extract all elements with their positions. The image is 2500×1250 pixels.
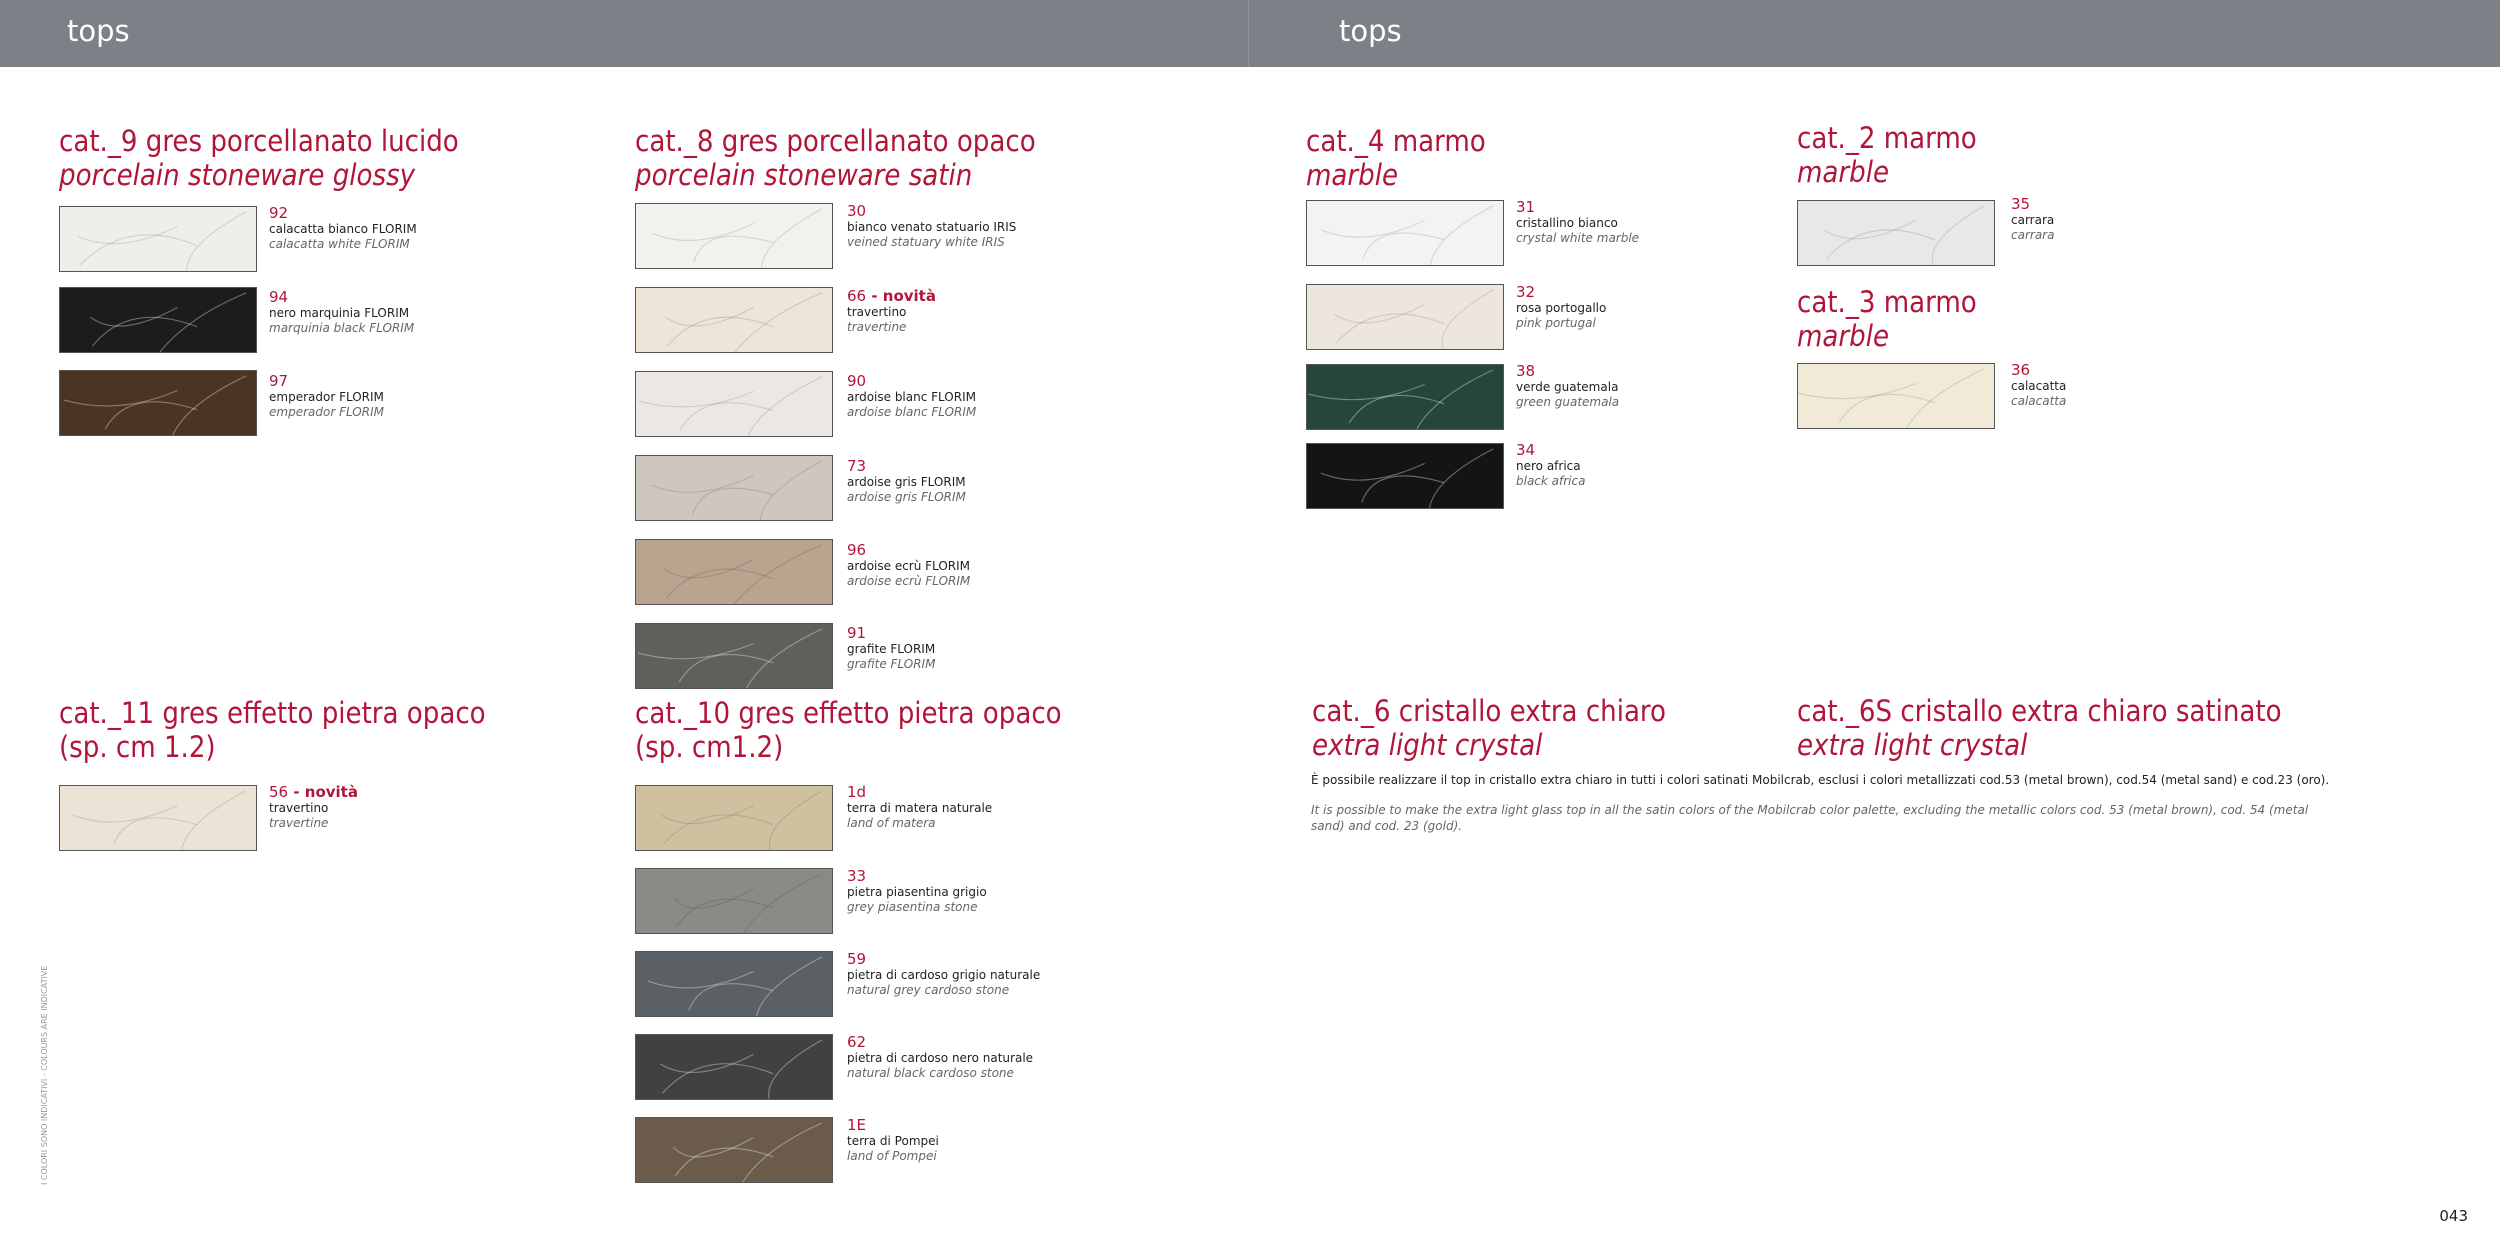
section-cat9 (59, 124, 459, 192)
swatch-name-english: travertine (269, 816, 329, 830)
section-subtitle: marble (1797, 155, 1889, 189)
section-thickness: (sp. cm1.2) (635, 730, 784, 764)
section-title: cat._10 gres effetto pietra opaco (635, 696, 1062, 730)
swatch-name-english: natural grey cardoso stone (847, 983, 1010, 997)
swatch-97 (59, 370, 257, 436)
swatch-94 (59, 287, 257, 353)
swatch-30 (635, 203, 833, 269)
swatch-name-english: ardoise gris FLORIM (847, 490, 966, 504)
section-subtitle: porcelain stoneware satin (635, 158, 973, 192)
swatch-73 (635, 455, 833, 521)
swatch-code-number: 59 (847, 950, 867, 968)
swatch-code (269, 373, 384, 390)
swatch-name-italian: rosa portogallo (1516, 301, 1607, 315)
swatch-name-english: carrara (2011, 228, 2055, 242)
swatch-name-english: travertine (847, 320, 907, 334)
swatch-label-97 (269, 373, 384, 420)
swatch-code (1516, 363, 1619, 380)
swatch-code-number: 66 (847, 287, 867, 305)
vertical-disclaimer: I COLORI SONO INDICATIVI - COLOURS ARE INDICATIVE (40, 965, 49, 1185)
swatch-name-italian: carrara (2011, 213, 2055, 227)
swatch-name-english: veined statuary white IRIS (847, 235, 1005, 249)
swatch-label-36 (2011, 362, 2066, 409)
swatch-name-italian: travertino (847, 305, 907, 319)
swatch-label-62 (847, 1034, 1033, 1081)
page-number: 043 (2439, 1207, 2468, 1225)
swatch-name-italian: ardoise gris FLORIM (847, 475, 966, 489)
swatch-name-italian: calacatta (2011, 379, 2067, 393)
swatch-name-english: marquinia black FLORIM (269, 321, 415, 335)
page-header (0, 0, 2500, 67)
section-title: cat._11 gres effetto pietra opaco (59, 696, 486, 730)
section-subtitle: marble (1306, 158, 1398, 192)
swatch-36 (1797, 363, 1995, 429)
swatch-name-english: calacatta (2011, 394, 2067, 408)
section-cat10 (635, 696, 1062, 764)
swatch-label-30 (847, 203, 1016, 250)
swatch-35 (1797, 200, 1995, 266)
swatch-label-59 (847, 951, 1040, 998)
section-cat6 (1312, 694, 1666, 762)
swatch-name-italian: nero africa (1516, 459, 1581, 473)
swatch-code-number: 97 (269, 372, 289, 390)
swatch-code-number: 62 (847, 1033, 867, 1051)
swatch-name-english: natural black cardoso stone (847, 1066, 1014, 1080)
swatch-code (1516, 199, 1639, 216)
swatch-label-91 (847, 625, 935, 672)
swatch-32 (1306, 284, 1504, 350)
swatch-code-number: 36 (2011, 361, 2031, 379)
swatch-label-31 (1516, 199, 1639, 246)
swatch-code-number: 32 (1516, 283, 1536, 301)
swatch-92 (59, 206, 257, 272)
swatch-name-english: land of Pompei (847, 1149, 937, 1163)
swatch-34 (1306, 443, 1504, 509)
swatch-texture (60, 371, 256, 435)
swatch-texture (1798, 201, 1994, 265)
swatch-1d (635, 785, 833, 851)
swatch-code (847, 542, 970, 559)
swatch-name-english: calacatta white FLORIM (269, 237, 410, 251)
left-page-title: tops (67, 14, 130, 48)
swatch-code (847, 1117, 939, 1134)
swatch-code (2011, 196, 2054, 213)
swatch-code-number: 73 (847, 457, 867, 475)
swatch-texture (636, 869, 832, 933)
swatch-label-1d (847, 784, 992, 831)
swatch-texture (60, 207, 256, 271)
section-cat4 (1306, 124, 1486, 192)
swatch-code-number: 56 (269, 783, 289, 801)
swatch-label-90 (847, 373, 976, 420)
swatch-texture (1307, 444, 1503, 508)
swatch-label-66 (847, 288, 936, 335)
swatch-90 (635, 371, 833, 437)
section-title: cat._2 marmo (1797, 121, 1977, 155)
swatch-name-italian: ardoise ecrù FLORIM (847, 559, 970, 573)
swatch-code (847, 951, 1040, 968)
swatch-name-italian: pietra di cardoso grigio naturale (847, 968, 1041, 982)
new-badge: - novità (288, 783, 358, 801)
swatch-name-english: black africa (1516, 474, 1586, 488)
swatch-label-94 (269, 289, 414, 336)
swatch-33 (635, 868, 833, 934)
swatch-name-italian: terra di matera naturale (847, 801, 993, 815)
swatch-name-italian: nero marquinia FLORIM (269, 306, 410, 320)
swatch-texture (636, 540, 832, 604)
section-title: cat._3 marmo (1797, 285, 1977, 319)
swatch-name-italian: cristallino bianco (1516, 216, 1618, 230)
swatch-code (1516, 284, 1606, 301)
swatch-31 (1306, 200, 1504, 266)
swatch-texture (636, 204, 832, 268)
swatch-label-38 (1516, 363, 1619, 410)
swatch-66 (635, 287, 833, 353)
swatch-texture (1798, 364, 1994, 428)
crystal-note-english: It is possible to make the extra light glass top in all the satin colors of the Mobilcrab color palette, excluding the metallic colors cod. 53 (metal brown), cod. 54 (metal sand) and cod. 23 (gold). (1311, 803, 2309, 833)
swatch-name-english: green guatemala (1516, 395, 1620, 409)
swatch-code (847, 288, 936, 305)
swatch-code (847, 203, 1016, 220)
swatch-code-number: 33 (847, 867, 867, 885)
swatch-code (847, 784, 992, 801)
swatch-texture (636, 1118, 832, 1182)
swatch-name-english: ardoise blanc FLORIM (847, 405, 977, 419)
swatch-code-number: 35 (2011, 195, 2031, 213)
section-cat8 (635, 124, 1036, 192)
swatch-label-1e (847, 1117, 939, 1164)
swatch-label-96 (847, 542, 970, 589)
section-subtitle: marble (1797, 319, 1889, 353)
swatch-name-italian: bianco venato statuario IRIS (847, 220, 1017, 234)
swatch-name-italian: grafite FLORIM (847, 642, 936, 656)
section-title: cat._8 gres porcellanato opaco (635, 124, 1036, 158)
section-subtitle: extra light crystal (1797, 728, 2028, 762)
swatch-code (847, 1034, 1033, 1051)
swatch-code (2011, 362, 2066, 379)
swatch-name-italian: ardoise blanc FLORIM (847, 390, 976, 404)
swatch-code-number: 30 (847, 202, 867, 220)
section-title: cat._4 marmo (1306, 124, 1486, 158)
swatch-texture (636, 372, 832, 436)
swatch-texture (636, 786, 832, 850)
swatch-1e (635, 1117, 833, 1183)
swatch-name-italian: pietra piasentina grigio (847, 885, 987, 899)
swatch-91 (635, 623, 833, 689)
swatch-code (847, 868, 987, 885)
swatch-name-english: crystal white marble (1516, 231, 1640, 245)
swatch-name-italian: terra di Pompei (847, 1134, 939, 1148)
swatch-code-number: 1d (847, 783, 867, 801)
swatch-texture (1307, 365, 1503, 429)
swatch-label-35 (2011, 196, 2054, 243)
swatch-texture (636, 1035, 832, 1099)
swatch-code-number: 91 (847, 624, 867, 642)
header-divider (1248, 0, 1249, 67)
section-cat6s (1797, 694, 2282, 762)
swatch-texture (60, 288, 256, 352)
swatch-59 (635, 951, 833, 1017)
section-cat11 (59, 696, 486, 764)
swatch-texture (636, 456, 832, 520)
swatch-name-english: land of matera (847, 816, 936, 830)
swatch-texture (636, 624, 832, 688)
swatch-texture (1307, 285, 1503, 349)
swatch-label-56 (269, 784, 358, 831)
swatch-name-italian: calacatta bianco FLORIM (269, 222, 417, 236)
swatch-name-italian: travertino (269, 801, 329, 815)
swatch-name-italian: emperador FLORIM (269, 390, 384, 404)
right-page-title: tops (1339, 14, 1402, 48)
section-subtitle: extra light crystal (1312, 728, 1543, 762)
swatch-texture (636, 288, 832, 352)
swatch-name-italian: verde guatemala (1516, 380, 1619, 394)
swatch-38 (1306, 364, 1504, 430)
swatch-code (269, 289, 414, 306)
swatch-name-italian: pietra di cardoso nero naturale (847, 1051, 1034, 1065)
swatch-code-number: 1E (847, 1116, 867, 1134)
swatch-texture (636, 952, 832, 1016)
swatch-code (847, 373, 976, 390)
swatch-code-number: 92 (269, 204, 289, 222)
swatch-name-english: grey piasentina stone (847, 900, 978, 914)
section-thickness: (sp. cm 1.2) (59, 730, 216, 764)
swatch-62 (635, 1034, 833, 1100)
swatch-code (1516, 442, 1585, 459)
section-subtitle: porcelain stoneware glossy (59, 158, 416, 192)
swatch-name-english: ardoise ecrù FLORIM (847, 574, 971, 588)
swatch-name-english: emperador FLORIM (269, 405, 384, 419)
swatch-code (269, 205, 417, 222)
section-title: cat._6S cristallo extra chiaro satinato (1797, 694, 2282, 728)
swatch-code-number: 34 (1516, 441, 1536, 459)
swatch-code-number: 94 (269, 288, 289, 306)
swatch-texture (60, 786, 256, 850)
swatch-name-english: grafite FLORIM (847, 657, 936, 671)
swatch-code (269, 784, 358, 801)
swatch-texture (1307, 201, 1503, 265)
section-title: cat._6 cristallo extra chiaro (1312, 694, 1666, 728)
swatch-label-73 (847, 458, 966, 505)
swatch-label-32 (1516, 284, 1606, 331)
section-cat3 (1797, 285, 1977, 353)
section-cat2 (1797, 121, 1977, 189)
swatch-code-number: 31 (1516, 198, 1536, 216)
swatch-code (847, 625, 935, 642)
swatch-code-number: 38 (1516, 362, 1536, 380)
swatch-label-34 (1516, 442, 1585, 489)
crystal-note-italian: È possibile realizzare il top in cristallo extra chiaro in tutti i colori satinati Mobilcrab, esclusi i colori metallizzati cod.53 (metal brown), cod.54 (metal sand) e cod.23 (oro). (1311, 773, 2330, 787)
new-badge: - novità (866, 287, 936, 305)
swatch-96 (635, 539, 833, 605)
section-title: cat._9 gres porcellanato lucido (59, 124, 459, 158)
swatch-56 (59, 785, 257, 851)
swatch-label-33 (847, 868, 987, 915)
swatch-code-number: 96 (847, 541, 867, 559)
swatch-code (847, 458, 966, 475)
swatch-code-number: 90 (847, 372, 867, 390)
swatch-name-english: pink portugal (1516, 316, 1596, 330)
swatch-label-92 (269, 205, 417, 252)
